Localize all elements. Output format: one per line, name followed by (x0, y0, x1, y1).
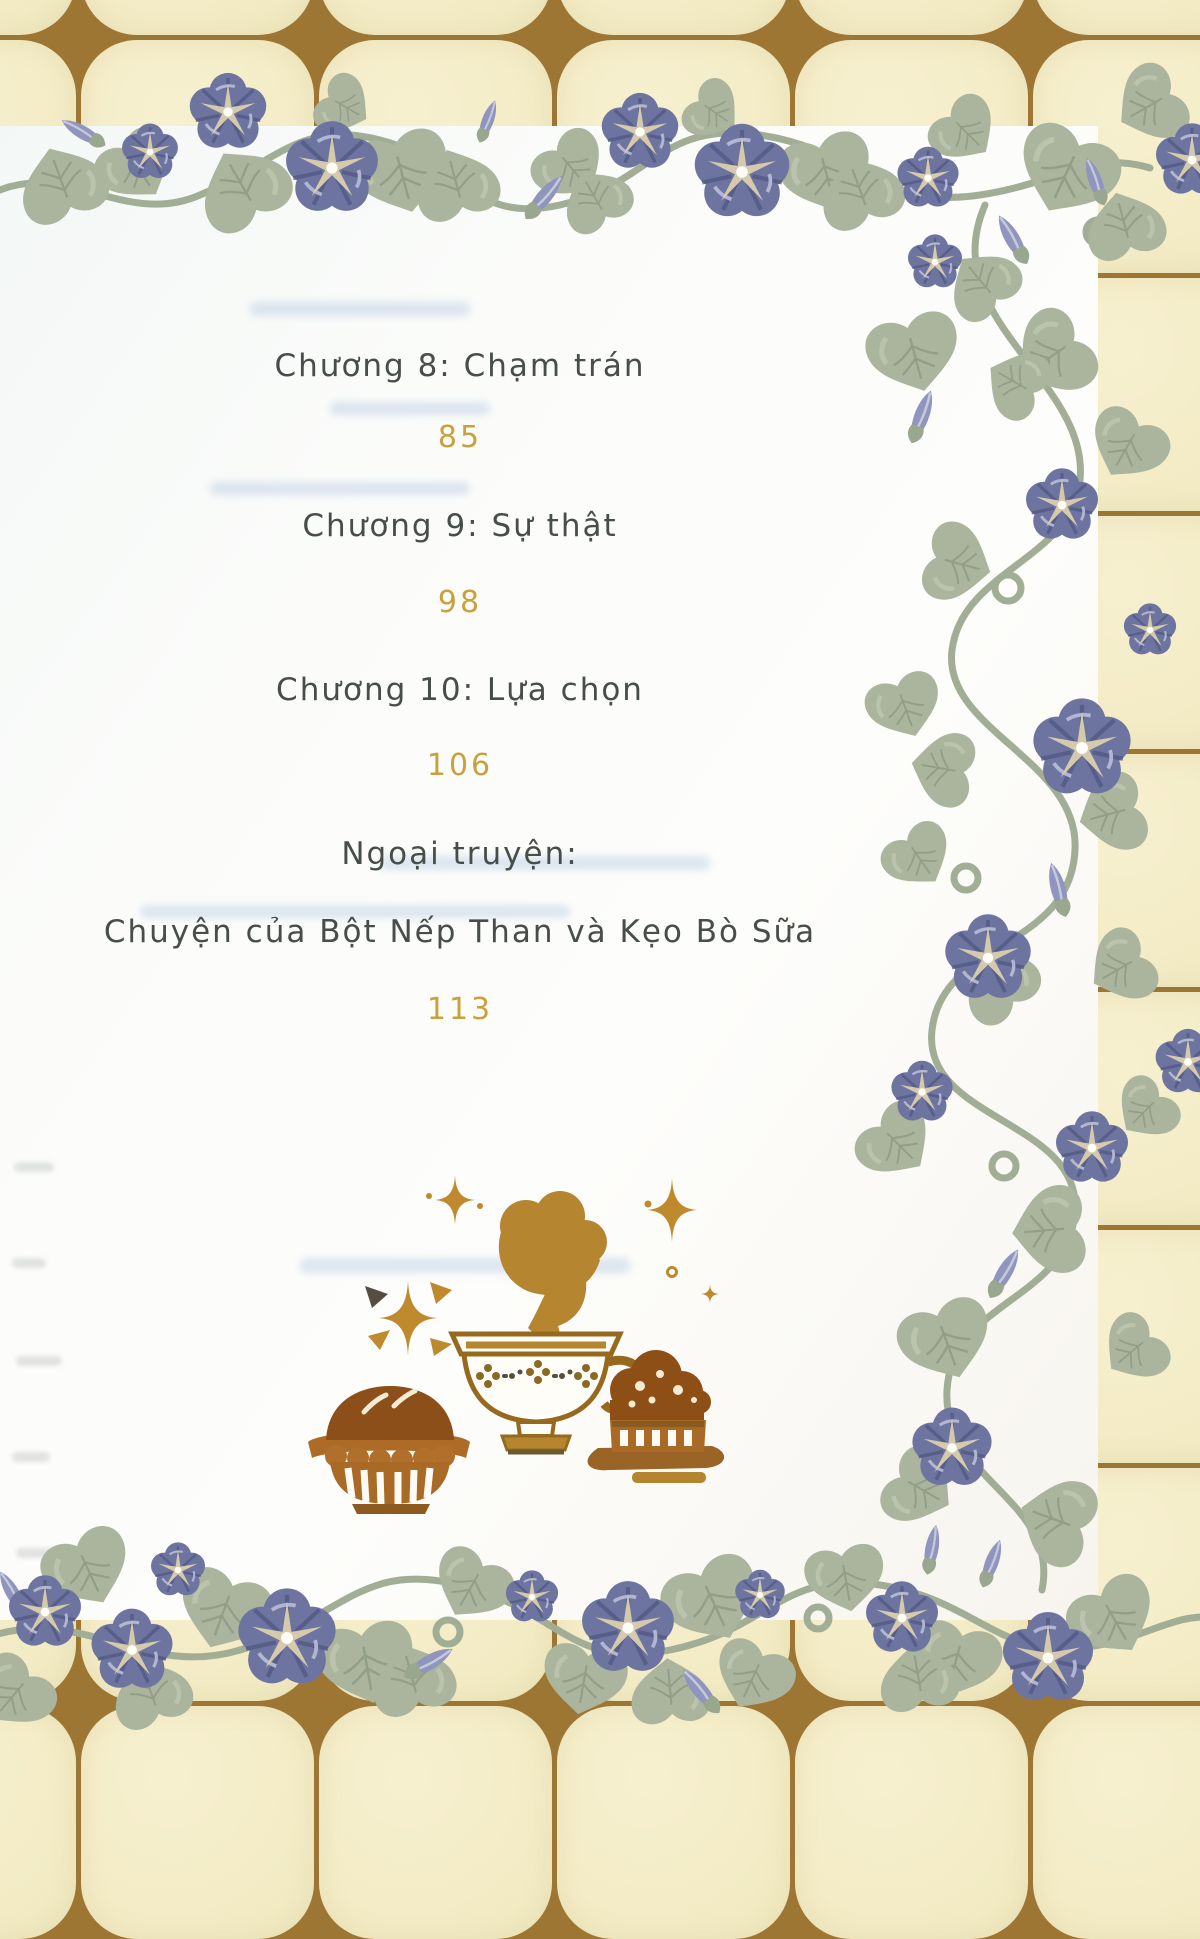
floor-tile (795, 1706, 1028, 1939)
pie-base (352, 1504, 430, 1514)
bleedthrough-mark (16, 1548, 58, 1558)
pie-dome (326, 1386, 454, 1440)
bleedthrough-mark (12, 1258, 46, 1268)
floor-tile (0, 1706, 76, 1939)
chapter-page-number: 106 (0, 748, 920, 783)
sparkle-icon (700, 1284, 719, 1303)
dessert-illustration (280, 1100, 740, 1520)
floor-tile (1033, 0, 1200, 35)
teacup-foot (502, 1436, 570, 1450)
chapter-page-number: 98 (0, 585, 920, 620)
muffin-shadow-bar (632, 1472, 706, 1483)
chapter-subtitle: Chuyện của Bột Nếp Than và Kẹo Bò Sữa (0, 914, 920, 950)
sparkle-dot (426, 1193, 432, 1199)
chapter-page-number: 85 (0, 420, 920, 455)
sparkle-icon (435, 1175, 475, 1225)
table-of-contents (0, 0, 920, 1100)
chapter-title: Chương 8: Chạm trán (0, 348, 920, 384)
sparkle-dot (645, 1201, 652, 1208)
muffin-icon (588, 1350, 725, 1483)
chapter-title: Chương 9: Sự thật (0, 508, 920, 544)
sparkle-dot (477, 1203, 483, 1209)
bleedthrough-mark (16, 1356, 62, 1366)
chapter-page-number: 113 (0, 992, 920, 1027)
sparkle-burst (365, 1280, 452, 1356)
floor-tile (557, 1706, 790, 1939)
floor-tile (319, 1706, 552, 1939)
floor-tile (1033, 1706, 1200, 1939)
chapter-title: Ngoại truyện: (0, 836, 920, 872)
bleedthrough-mark (12, 1452, 50, 1462)
pie-icon (308, 1386, 470, 1514)
floor-tile (81, 1706, 314, 1939)
bleedthrough-mark (14, 1162, 54, 1172)
sparkle-icon (647, 1178, 697, 1242)
sparkle-dot (668, 1268, 677, 1277)
chapter-title: Chương 10: Lựa chọn (0, 672, 920, 708)
teacup-stem (518, 1422, 554, 1436)
